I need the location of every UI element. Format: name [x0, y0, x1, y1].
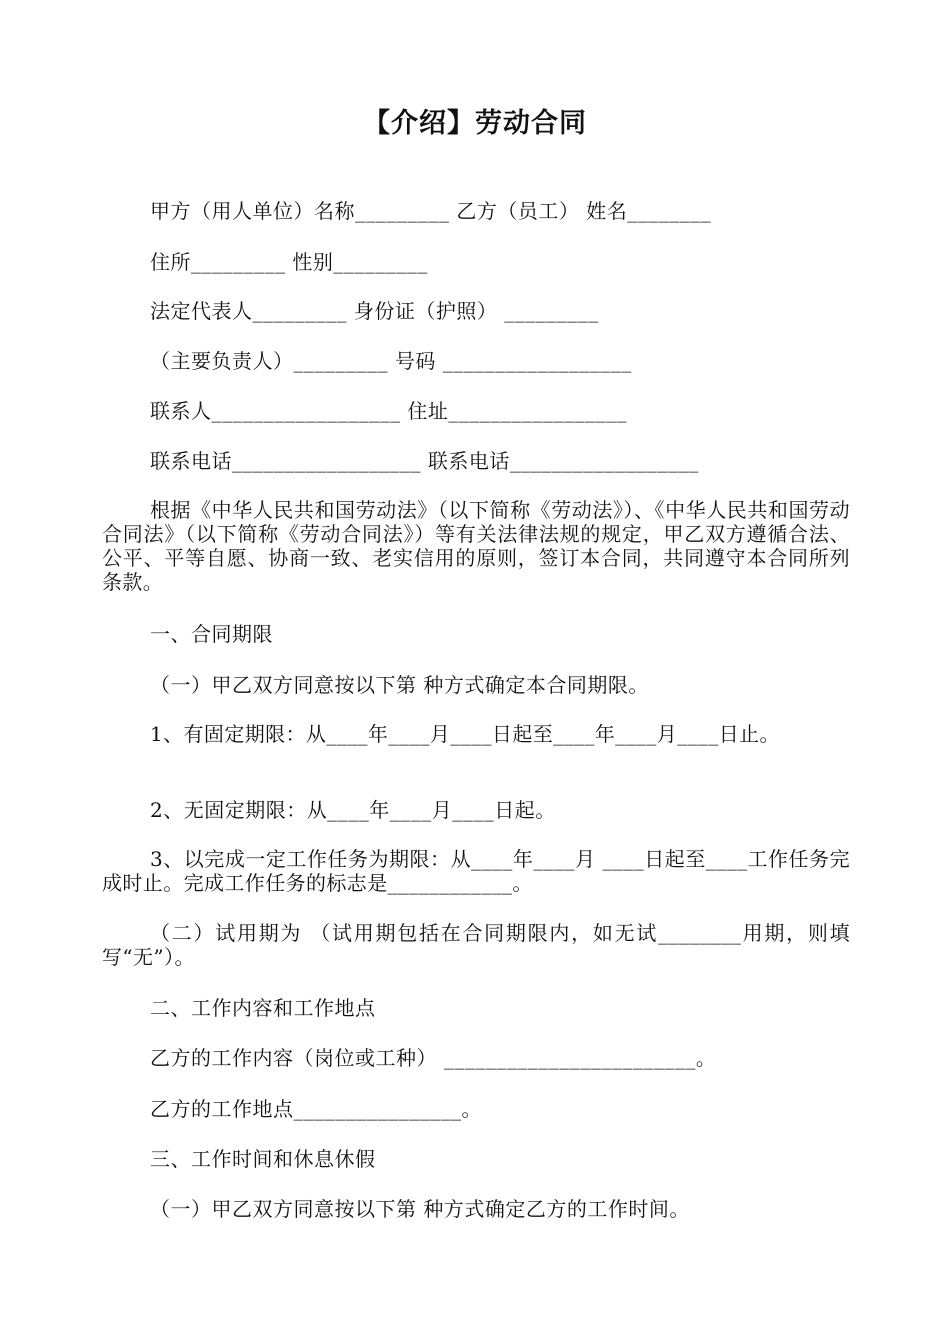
- section1-heading: 一、合同期限: [150, 622, 273, 646]
- section1-item1: 1、有固定期限：从____年____月____日起至____年____月____日止。: [150, 722, 780, 746]
- party-name-line: 甲方（用人单位）名称_________ 乙方（员工） 姓名________: [150, 199, 712, 223]
- section1-clause1: （一）甲乙双方同意按以下第 种方式确定本合同期限。: [150, 673, 649, 697]
- section1-item3: 3、以完成一定工作任务为期限：从____年____月 ____日起至____工作任务完成时止。完成工作任务的标志是____________。: [102, 847, 850, 895]
- phone-line: 联系电话__________________ 联系电话__________________: [150, 449, 699, 473]
- section1-item2: 2、无固定期限：从____年____月____日起。: [150, 798, 556, 822]
- section3-clause1: （一）甲乙双方同意按以下第 种方式确定乙方的工作时间。: [150, 1197, 690, 1221]
- intro-paragraph: 根据《中华人民共和国劳动法》（以下简称《劳动法》）、《中华人民共和国劳动合同法》（以下简称《劳动合同法》）等有关法律法规的规定，甲乙双方遵循合法、公平、平等自愿、协商一致、老实信用的原则，签订本合同，共同遵守本合同所列条款。: [102, 498, 850, 594]
- section2-content: 乙方的工作内容（岗位或工种） ________________________。: [150, 1046, 717, 1070]
- principal-number-line: （主要负责人）_________ 号码 __________________: [150, 349, 632, 373]
- contact-address-line: 联系人__________________ 住址_________________: [150, 399, 627, 423]
- address-gender-line: 住所_________ 性别_________: [150, 250, 428, 274]
- section2-location: 乙方的工作地点________________。: [150, 1097, 482, 1121]
- document-title: 【介绍】劳动合同: [363, 108, 587, 139]
- legal-rep-id-line: 法定代表人_________ 身份证（护照） _________: [150, 299, 599, 323]
- section2-heading: 二、工作内容和工作地点: [150, 996, 376, 1020]
- section1-clause2: （二）试用期为 （试用期包括在合同期限内，如无试________用期，则填写“无”）。: [102, 921, 850, 969]
- section3-heading: 三、工作时间和休息休假: [150, 1147, 376, 1171]
